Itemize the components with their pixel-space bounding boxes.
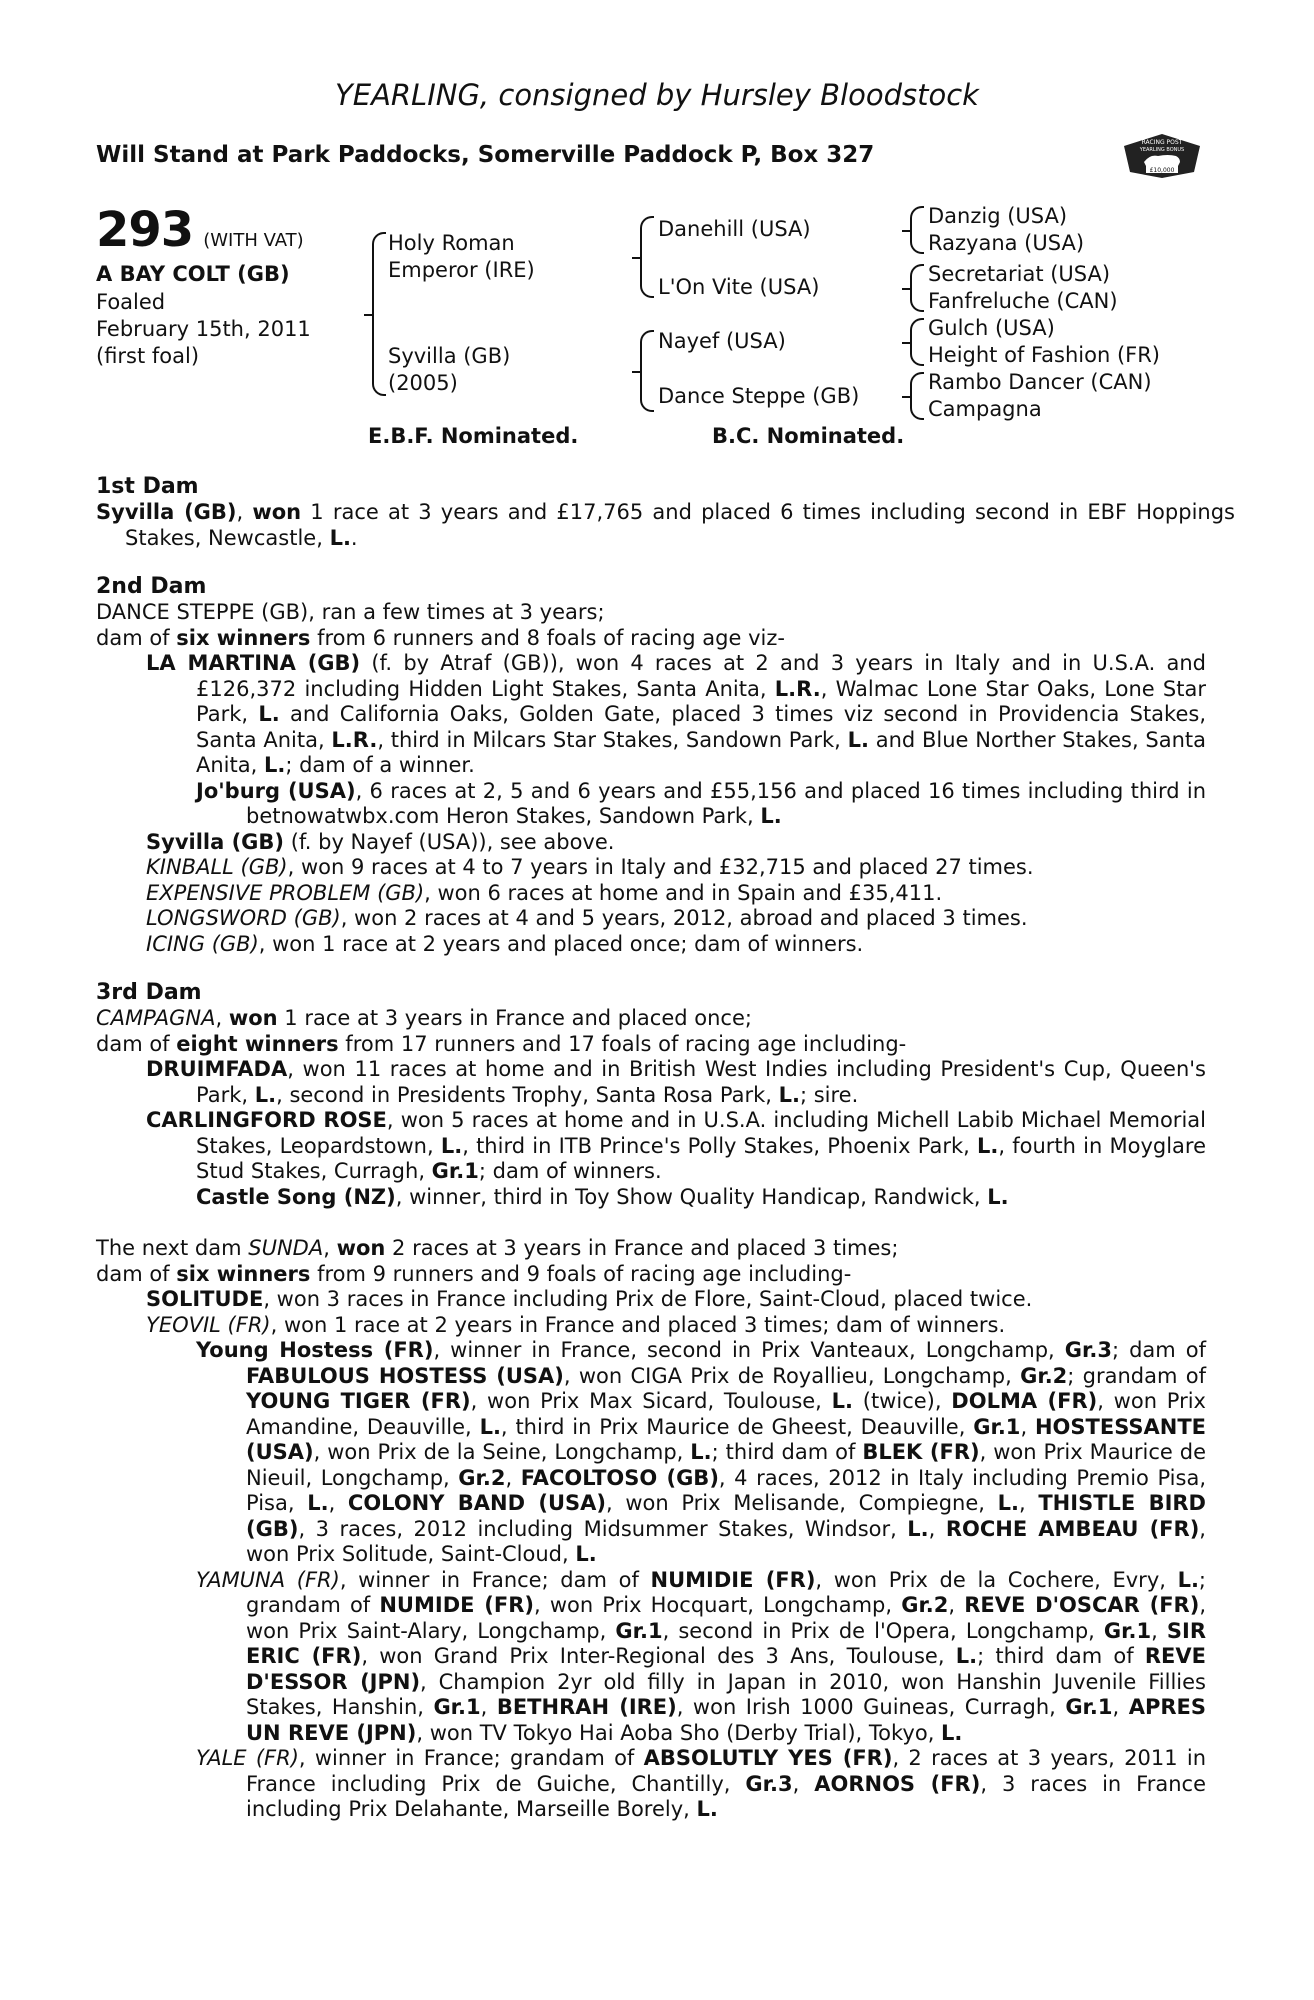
lot-name: A BAY COLT (GB): [96, 262, 290, 286]
pedigree-entry: KINBALL (GB), won 9 races at 4 to 7 years in Italy and £32,715 and placed 27 times.: [146, 855, 1034, 879]
pedigree-entry: YAMUNA (FR), winner in France; dam of NUMIDIE (FR), won Prix de la Cochere, Evry, L.; grandam of NUMIDE (FR), won Prix Hocquart, Longchamp, Gr.2, REVE D'OSCAR (FR), won Prix Saint-Alary, Longchamp, Gr.1, second in Prix de l'Opera, Longchamp, Gr.1, SIR ERIC (FR), won Grand Prix Inter-Regional des 3 Ans, Toulouse, L.; third dam of REVE D'ESSOR (JPN), Champion 2yr old filly in Japan in 2010, won Hanshin Juvenile Fillies Stakes, Hanshin, Gr.1, BETHRAH (IRE), won Irish 1000 Guineas, Curragh, Gr.1, APRES UN REVE (JPN), won TV Tokyo Hai Aoba Sho (Derby Trial), Tokyo, L.: [196, 1567, 1207, 1745]
pedigree-entry: CARLINGFORD ROSE, won 5 races at home and in U.S.A. including Michell Labib Michael Memorial Stakes, Leopardstown, L., third in ITB Prince's Polly Stakes, Phoenix Park, L., fourth in Moyglare Stud Stakes, Curragh, Gr.1; dam of winners.: [146, 1108, 1206, 1183]
ancestor-1: Danzig (USA): [928, 204, 1068, 228]
foaled-label: Foaled: [96, 290, 166, 314]
bc-nominated: B.C. Nominated.: [712, 424, 905, 448]
pedigree-entry: CAMPAGNA, won 1 race at 3 years in France and placed once;: [96, 1006, 752, 1030]
pedigree-brace-3d: [910, 372, 924, 420]
pedigree-entry: Jo'burg (USA), 6 races at 2, 5 and 6 years and £55,156 and placed 16 times including third in betnowatwbx.com Heron Stakes, Sandown Park, L.: [196, 778, 1206, 828]
pedigree-brace-3b: [910, 264, 924, 312]
pedigree-entry: Young Hostess (FR), winner in France, second in Prix Vanteaux, Longchamp, Gr.3; dam of FABULOUS HOSTESS (USA), won CIGA Prix de Royallieu, Longchamp, Gr.2; grandam of YOUNG TIGER (FR), won Prix Max Sicard, Toulouse, L. (twice), DOLMA (FR), won Prix Amandine, Deauville, L., third in Prix Maurice de Gheest, Deauville, Gr.1, HOSTESSANTE (USA), won Prix de la Seine, Longchamp, L.; third dam of BLEK (FR), won Prix Maurice de Nieuil, Longchamp, Gr.2, FACOLTOSO (GB), 4 races, 2012 in Italy including Premio Pisa, Pisa, L., COLONY BAND (USA), won Prix Melisande, Compiegne, L., THISTLE BIRD (GB), 3 races, 2012 including Midsummer Stakes, Windsor, L., ROCHE AMBEAU (FR), won Prix Solitude, Saint-Cloud, L.: [196, 1338, 1207, 1566]
dam-line-2: (2005): [388, 371, 458, 395]
ancestor-4: Fanfreluche (CAN): [928, 289, 1118, 313]
ancestor-2: Razyana (USA): [928, 231, 1085, 255]
vat-note: (WITH VAT): [203, 230, 304, 251]
pedigree-brace-2b: [640, 330, 654, 412]
pedigree-entry: The next dam SUNDA, won 2 races at 3 years in France and placed 3 times;: [96, 1236, 899, 1260]
pedigree-entry: Castle Song (NZ), winner, third in Toy Show Quality Handicap, Randwick, L.: [196, 1184, 1009, 1209]
lot-number: [96, 204, 304, 267]
ancestor-7: Rambo Dancer (CAN): [928, 370, 1152, 394]
ancestor-6: Height of Fashion (FR): [928, 343, 1161, 367]
ancestor-3: Secretariat (USA): [928, 262, 1111, 286]
sire-line-2: Emperor (IRE): [388, 258, 535, 282]
pedigree-brace-1: [372, 232, 386, 396]
pedigree-entry: LA MARTINA (GB) (f. by Atraf (GB)), won 4 races at 2 and 3 years in Italy and in U.S.A. and £126,372 including Hidden Light Stakes, Santa Anita, L.R., Walmac Lone Star Oaks, Lone Star Park, L. and California Oaks, Golden Gate, placed 3 times viz second in Providencia Stakes, Santa Anita, L.R., third in Milcars Star Stakes, Sandown Park, L. and Blue Norther Stakes, Santa Anita, L.; dam of a winner.: [146, 651, 1207, 777]
pedigree-entry: SOLITUDE, won 3 races in France including Prix de Flore, Saint-Cloud, placed twice.: [146, 1287, 1033, 1311]
pedigree-entry: DRUIMFADA, won 11 races at home and in British West Indies including President's Cup, Queen's Park, L., second in Presidents Trophy, Santa Rosa Park, L.; sire.: [146, 1057, 1206, 1107]
pedigree-brace-3a: [910, 206, 924, 254]
dam-line-1: Syvilla (GB): [388, 344, 511, 368]
pedigree-entry: Syvilla (GB) (f. by Nayef (USA)), see above.: [146, 829, 615, 854]
pedigree-entry: LONGSWORD (GB), won 2 races at 4 and 5 years, 2012, abroad and placed 3 times.: [146, 906, 1028, 930]
second-dam-section: [96, 600, 1206, 957]
sire-dam: L'On Vite (USA): [658, 275, 820, 299]
stand-location: Will Stand at Park Paddocks, Somerville Paddock P, Box 327: [96, 142, 875, 168]
pedigree-entry: dam of six winners from 6 runners and 8 foals of racing age viz-: [96, 625, 785, 650]
pedigree-entry: DANCE STEPPE (GB), ran a few times at 3 years;: [96, 600, 605, 624]
logo-line-1: RACING POST: [1141, 139, 1183, 146]
third-dam-section: [96, 1006, 1206, 1210]
pedigree-entry: YALE (FR), winner in France; grandam of ABSOLUTLY YES (FR), 2 races at 3 years, 2011 in France including Prix de Guiche, Chantilly, Gr.3, AORNOS (FR), 3 races in France including Prix Delahante, Marseille Borely, L.: [196, 1746, 1206, 1821]
ancestor-8: Campagna: [928, 397, 1042, 421]
sire-line-1: Holy Roman: [388, 231, 515, 255]
dam-dam: Dance Steppe (GB): [658, 384, 860, 408]
dam-sire: Nayef (USA): [658, 329, 786, 353]
next-dam-section: [96, 1236, 1206, 1823]
pedigree-entry: dam of eight winners from 17 runners and 17 foals of racing age including-: [96, 1031, 907, 1056]
pedigree-brace-3c: [910, 318, 924, 366]
pedigree-entry: YEOVIL (FR), won 1 race at 2 years in France and placed 3 times; dam of winners.: [146, 1312, 1006, 1337]
foaled-date: February 15th, 2011: [96, 317, 311, 341]
second-dam-heading: 2nd Dam: [96, 574, 207, 599]
pedigree-entry: EXPENSIVE PROBLEM (GB), won 6 races at home and in Spain and £35,411.: [146, 880, 943, 905]
third-dam-heading: 3rd Dam: [96, 980, 202, 1005]
pedigree-brace-2a: [640, 216, 654, 298]
yearling-bonus-logo: [1122, 132, 1202, 180]
pedigree-entry: dam of six winners from 9 runners and 9 foals of racing age including-: [96, 1261, 852, 1286]
sire-sire: Danehill (USA): [658, 217, 811, 241]
lot-number-value: 293: [96, 202, 194, 258]
logo-line-2: YEARLING BONUS: [1139, 147, 1185, 153]
pedigree-entry: ICING (GB), won 1 race at 2 years and placed once; dam of winners.: [146, 931, 864, 956]
ancestor-5: Gulch (USA): [928, 316, 1055, 340]
ebf-nominated: E.B.F. Nominated.: [368, 424, 579, 448]
page-title: YEARLING, consigned by Hursley Bloodstock: [335, 78, 979, 112]
logo-line-3: £10,000: [1149, 167, 1175, 174]
first-dam-heading: 1st Dam: [96, 474, 199, 499]
first-dam-text: Syvilla (GB), won 1 race at 3 years and £17,765 and placed 6 times including second in EBF Hoppings Stakes, Newcastle, L..: [96, 500, 1235, 550]
foal-note: (first foal): [96, 344, 200, 368]
